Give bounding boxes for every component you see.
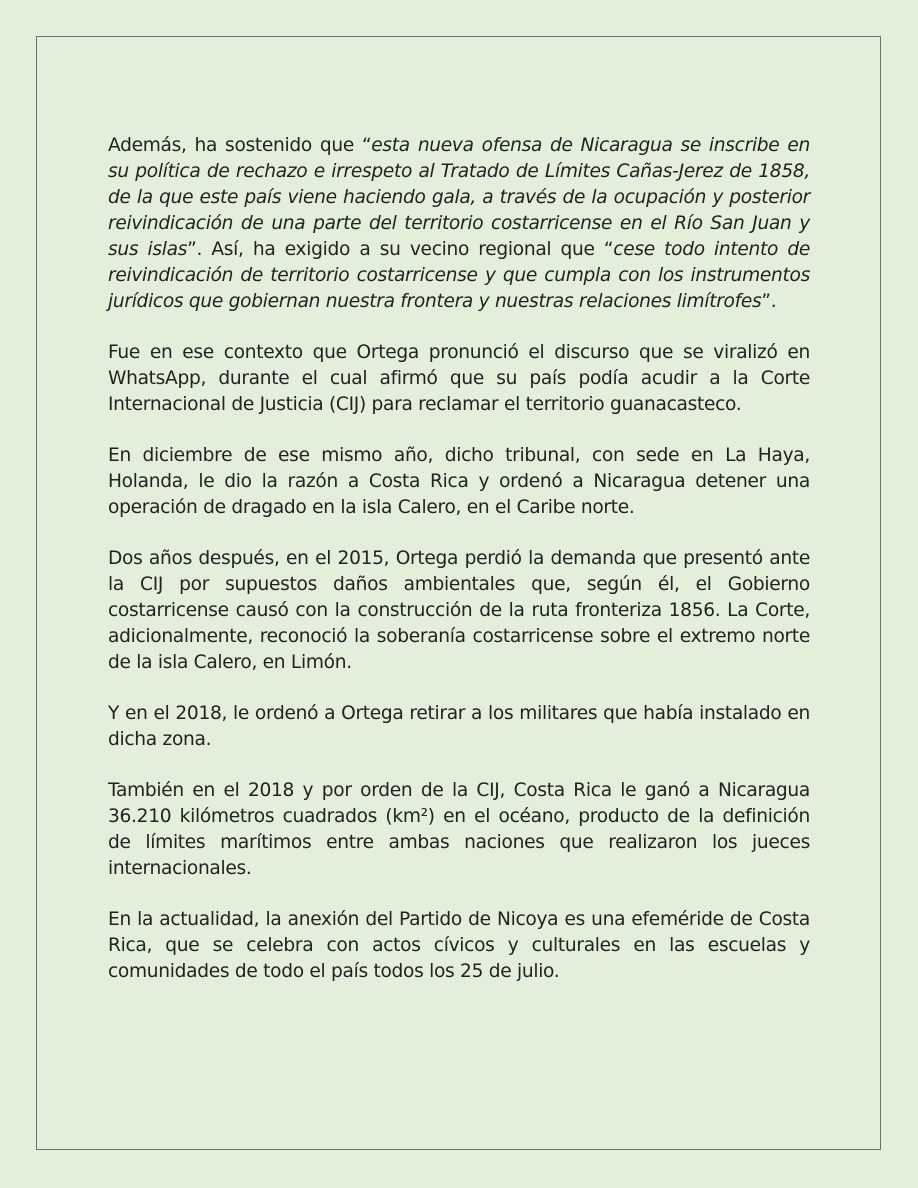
document-body	[108, 133, 810, 1010]
quote-1: esta nueva ofensa de Nicaragua se inscribe en su política de rechazo e irrespeto al Tratado de Límites Cañas-Jerez de 1858, de la que este país viene haciendo gala, a través de la ocupación y posterior reivindicación de una parte del territorio costarricense en el Río San Juan y sus islas	[108, 135, 810, 260]
paragraph-7: En la actualidad, la anexión del Partido de Nicoya es una efeméride de Costa Rica, que se celebra con actos cívicos y culturales en las escuelas y comunidades de todo el país todos los 25 de julio.	[108, 909, 810, 982]
paragraph-3: En diciembre de ese mismo año, dicho tribunal, con sede en La Haya, Holanda, le dio la razón a Costa Rica y ordenó a Nicaragua detener una operación de dragado en la isla Calero, en el Caribe norte.	[108, 445, 810, 518]
paragraph-1	[108, 133, 810, 315]
paragraph-1-intro: Además, ha sostenido que “	[108, 135, 372, 156]
quote-2: cese todo intento de reivindicación de territorio costarricense y que cumpla con los instrumentos jurídicos que gobiernan nuestra frontera y nuestras relaciones limítrofes	[108, 239, 810, 312]
paragraph-1-middle: ”. Así, ha exigido a su vecino regional que “	[187, 239, 614, 260]
paragraph-4: Dos años después, en el 2015, Ortega perdió la demanda que presentó ante la CIJ por supuestos daños ambientales que, según él, el Gobierno costarricense causó con la construcción de la ruta fronteriza 1856. La Corte, adicionalmente, reconoció la soberanía costarricense sobre el extremo norte de la isla Calero, en Limón.	[108, 548, 810, 673]
paragraph-1-end: ”.	[761, 291, 777, 312]
paragraph-6: También en el 2018 y por orden de la CIJ, Costa Rica le ganó a Nicaragua 36.210 kilómetros cuadrados (km²) en el océano, producto de la definición de límites marítimos entre ambas naciones que realizaron los jueces internacionales.	[108, 780, 810, 879]
paragraph-2: Fue en ese contexto que Ortega pronunció el discurso que se viralizó en WhatsApp, durante el cual afirmó que su país podía acudir a la Corte Internacional de Justicia (CIJ) para reclamar el territorio guanacasteco.	[108, 342, 810, 415]
paragraph-5: Y en el 2018, le ordenó a Ortega retirar a los militares que había instalado en dicha zona.	[108, 703, 810, 750]
